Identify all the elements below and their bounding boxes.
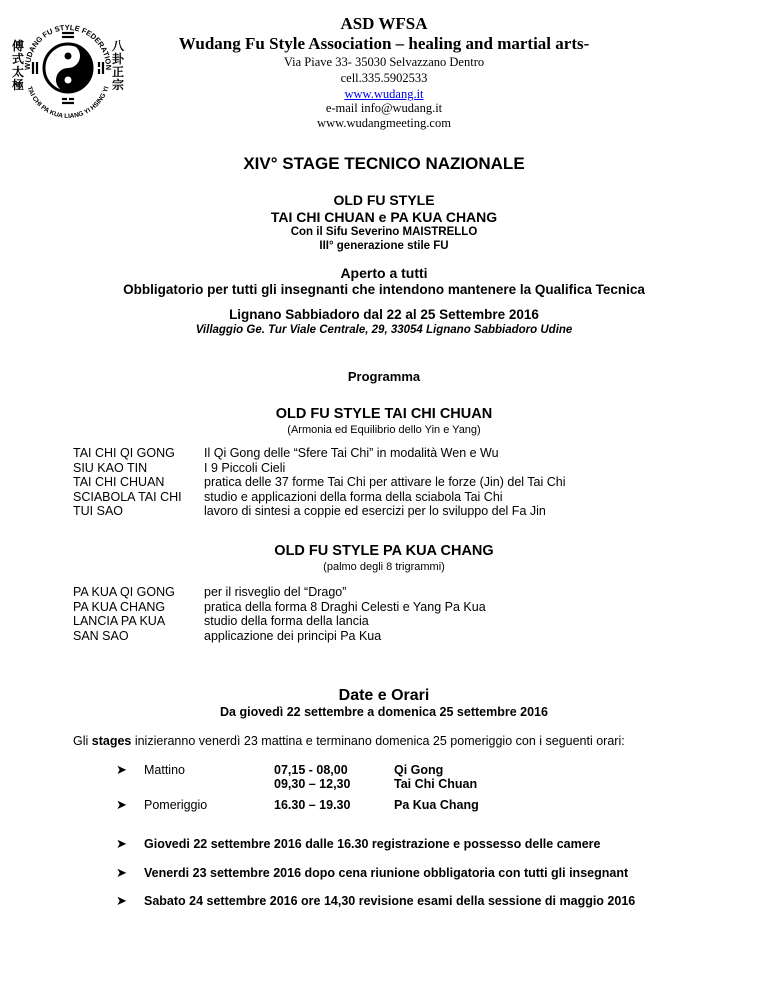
arrow-bullet-icon: ➤ <box>116 865 127 880</box>
intro-pre: Gli <box>73 734 92 748</box>
item-desc: studio della forma della lancia <box>204 614 369 628</box>
item-desc: applicazione dei principi Pa Kua <box>204 628 382 643</box>
org-full-name: Wudang Fu Style Association – healing and martial arts- <box>178 34 590 53</box>
org-short-name: ASD WFSA <box>340 14 428 33</box>
subtitle-old-fu: OLD FU STYLE <box>333 192 435 208</box>
stages-intro <box>73 734 625 748</box>
venue-line: Villaggio Ge. Tur Viale Centrale, 29, 33054 Lignano Sabbiadoro Udine <box>195 324 573 336</box>
open-line: Aperto a tutti <box>340 265 428 281</box>
item-name: SCIABOLA TAI CHI <box>73 489 182 504</box>
schedule-time: 07,15 - 08,00 <box>274 763 348 777</box>
item-desc: per il risveglio del “Drago” <box>204 585 347 599</box>
logo-left-chars: 傅 式 太 極 <box>12 39 25 92</box>
schedule-subject: Qi Gong <box>394 763 444 777</box>
section-pakua-title: OLD FU STYLE PA KUA CHANG <box>274 543 494 559</box>
schedule-label: Mattino <box>144 763 185 777</box>
dates-range: Da giovedì 22 settembre a domenica 25 settembre 2016 <box>220 705 548 719</box>
arrow-bullet-icon: ➤ <box>116 797 127 812</box>
note-item: Giovedi 22 settembre 2016 dalle 16.30 registrazione e possesso delle camere <box>144 837 601 851</box>
pakua-program-list <box>73 585 673 645</box>
website-link[interactable]: www.wudang.it <box>344 87 424 101</box>
item-desc: studio e applicazioni della forma della sciabola Tai Chi <box>204 489 503 504</box>
phone: cell.335.5902533 <box>340 71 428 85</box>
schedule-subject: Pa Kua Chang <box>394 798 479 812</box>
address: Via Piave 33- 35030 Selvazzano Dentro <box>283 55 485 69</box>
arrow-bullet-icon: ➤ <box>116 762 127 777</box>
meeting-website: www.wudangmeeting.com <box>317 116 451 130</box>
item-name: SIU KAO TIN <box>73 460 148 475</box>
page-title: XIV° STAGE TECNICO NAZIONALE <box>243 154 525 173</box>
arrow-bullet-icon: ➤ <box>116 836 127 851</box>
generation-line: III° generazione stile FU <box>319 240 449 252</box>
section-taichi-subtitle: (Armonia ed Equilibrio dello Yin e Yang) <box>287 424 481 436</box>
section-pakua-subtitle: (palmo degli 8 trigrammi) <box>323 561 445 573</box>
schedule-time: 16.30 – 19.30 <box>274 798 351 812</box>
subtitle-disciplines: TAI CHI CHUAN e PA KUA CHANG <box>270 209 498 225</box>
item-name: TUI SAO <box>73 504 124 518</box>
item-name: PA KUA CHANG <box>73 599 166 614</box>
logo-ring-text: WUDANG FU STYLE FEDERATION <box>22 22 114 71</box>
schedule-time: 09,30 – 12,30 <box>274 777 351 791</box>
schedule-subject: Tai Chi Chuan <box>394 777 478 791</box>
item-desc: lavoro di sintesi a coppie ed esercizi per lo sviluppo del Fa Jin <box>204 504 546 518</box>
item-desc: Il Qi Gong delle “Sfere Tai Chi” in modalità Wen e Wu <box>204 446 499 460</box>
logo-right-chars: 八 卦 正 宗 <box>112 39 125 92</box>
logo-bottom-text: TAI CHI PA KUA LIANG YI HSING YI <box>25 85 111 121</box>
item-name: TAI CHI CHUAN <box>73 475 165 489</box>
arrow-bullet-icon: ➤ <box>116 893 127 908</box>
item-name: LANCIA PA KUA <box>73 614 166 628</box>
item-name: SAN SAO <box>73 628 129 643</box>
note-item: Venerdi 23 settembre 2016 dopo cena riunione obbligatoria con tutti gli insegnant <box>144 866 629 880</box>
website-line <box>0 87 768 102</box>
item-desc: pratica della forma 8 Draghi Celesti e Yang Pa Kua <box>204 599 486 614</box>
item-desc: I 9 Piccoli Cieli <box>204 460 286 475</box>
email: e-mail info@wudang.it <box>325 101 443 115</box>
section-taichi-title: OLD FU STYLE TAI CHI CHUAN <box>275 406 493 422</box>
teacher-line: Con il Sifu Severino MAISTRELLO <box>290 226 478 238</box>
intro-bold: stages <box>91 734 132 748</box>
intro-post: inizieranno venerdì 23 mattina e terminano domenica 25 pomeriggio con i seguenti orari: <box>131 734 625 748</box>
mandatory-line: Obbligatorio per tutti gli insegnanti che intendono mantenere la Qualifica Tecnica <box>123 282 645 297</box>
program-heading: Programma <box>347 369 421 384</box>
item-name: PA KUA QI GONG <box>73 585 175 599</box>
taichi-program-list <box>73 446 673 521</box>
location-line: Lignano Sabbiadoro dal 22 al 25 Settembre 2016 <box>229 307 539 322</box>
item-desc: pratica delle 37 forme Tai Chi per attivare le forze (Jin) del Tai Chi <box>204 475 566 489</box>
dates-title: Date e Orari <box>338 687 430 704</box>
note-item: Sabato 24 settembre 2016 ore 14,30 revisione esami della sessione di maggio 2016 <box>144 894 636 908</box>
schedule-label: Pomeriggio <box>144 798 208 812</box>
item-name: TAI CHI QI GONG <box>73 446 175 460</box>
